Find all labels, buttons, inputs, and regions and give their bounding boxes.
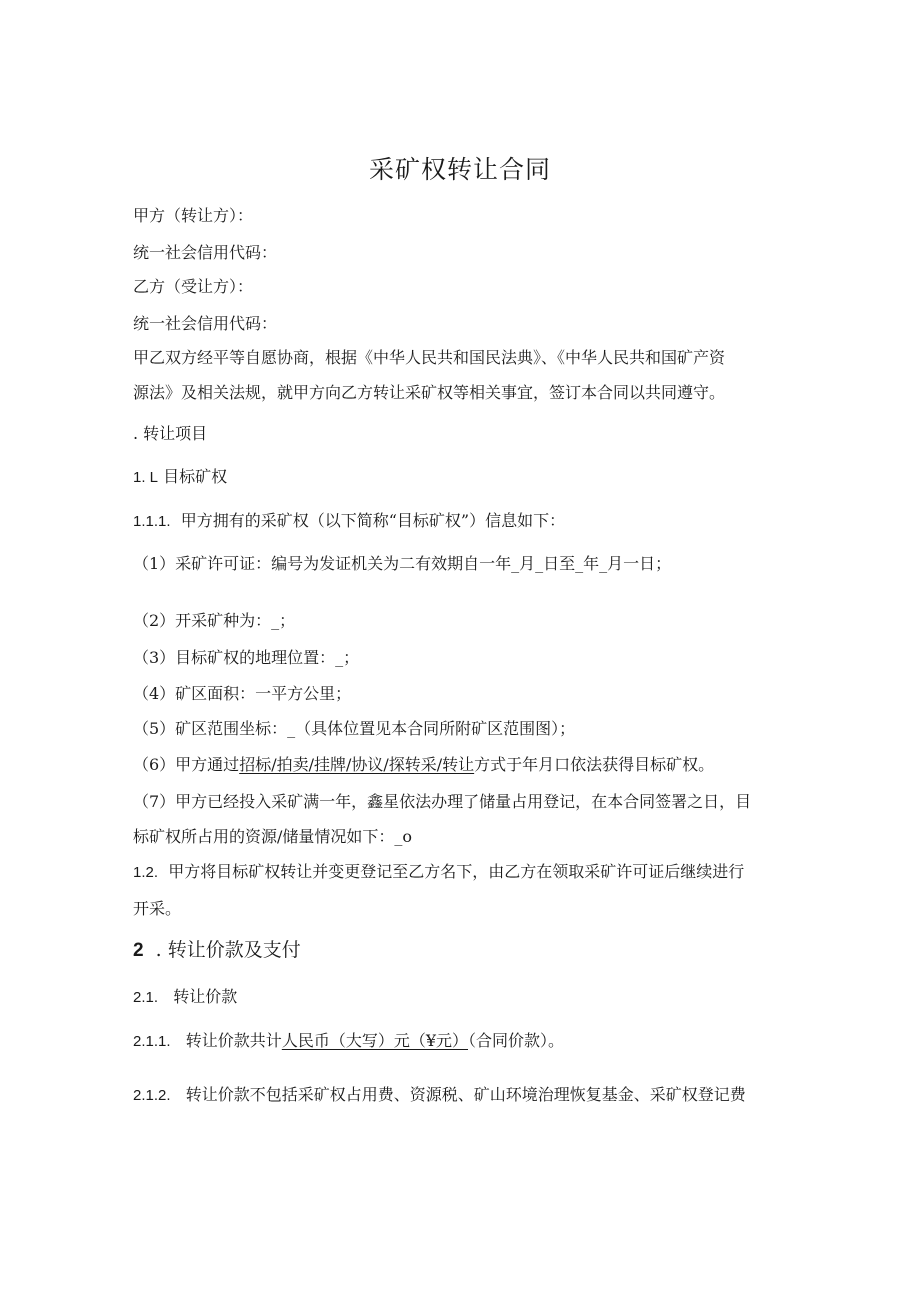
- item-4-area: （4）矿区面积：一平方公里；: [133, 684, 352, 703]
- subsection-1-1-heading: [133, 467, 793, 488]
- section-2-heading: [133, 938, 793, 963]
- clause-1-2-line-2: 开采。: [133, 899, 182, 918]
- page-title: 采矿权转让合同: [368, 155, 551, 184]
- item-6-prefix: （6）甲方通过: [133, 755, 240, 774]
- clause-2-1-2: [133, 1085, 793, 1106]
- item-2-mineral-type: （2）开采矿种为：_；: [133, 611, 296, 630]
- clause-2-1-1-prefix: 转让价款共计: [185, 1031, 282, 1050]
- clause-2-1-1: [133, 1031, 793, 1052]
- clause-1-1-1-number: 1.1.1.: [133, 513, 171, 530]
- clause-2-1-2-text: 转让价款不包括采矿权占用费、资源税、矿山环境治理恢复基金、采矿权登记费: [185, 1085, 746, 1104]
- preamble-line-1: 甲乙双方经平等自愿协商，根据《中华人民共和国民法典》、《中华人民共和国矿产资: [133, 348, 726, 367]
- party-b-label: 乙方（受让方）：: [133, 277, 254, 296]
- item-6-methods: 招标/拍卖/挂牌/协议/探转采/转让: [239, 755, 475, 774]
- item-1-mining-license: （1）采矿许可证：编号为发证机关为二有效期自一年_月_日至_年_月一日；: [133, 554, 672, 573]
- subsection-1-1-title: 目标矿权: [163, 467, 228, 486]
- clause-2-1-1-suffix: （合同价款）。: [468, 1031, 565, 1050]
- preamble-line-2: 源法》及相关法规，就甲方向乙方转让采矿权等相关事宜，签订本合同以共同遵守。: [133, 383, 726, 402]
- item-7-line-1: （7）甲方已经投入采矿满一年，鑫星依法办理了储量占用登记，在本合同签署之日，目: [133, 792, 752, 811]
- item-6-suffix: 方式于年月口依法获得目标矿权。: [474, 755, 715, 774]
- section-2-number: 2: [133, 940, 144, 961]
- clause-2-1-1-number: 2.1.1.: [133, 1033, 171, 1050]
- clause-1-1-1: [133, 511, 793, 532]
- item-6-acquisition-method: [133, 755, 793, 775]
- section-2-title: . 转让价款及支付: [155, 939, 301, 961]
- item-5-coordinates: （5）矿区范围坐标：_（具体位置见本合同所附矿区范围图）；: [133, 719, 576, 738]
- clause-2-1-number: 2.1.: [133, 989, 159, 1006]
- item-7-line-2: 标矿权所占用的资源/储量情况如下：_o: [133, 827, 413, 846]
- clause-2-1-2-number: 2.1.2.: [133, 1087, 171, 1104]
- clause-2-1-1-amount: 人民币（大写）元（¥元）: [281, 1031, 468, 1050]
- party-a-label: 甲方（转让方）：: [133, 206, 254, 225]
- clause-2-1: [133, 987, 793, 1008]
- item-3-location: （3）目标矿权的地理位置：_；: [133, 648, 360, 667]
- party-b-credit-code-label: 统一社会信用代码：: [133, 314, 278, 333]
- clause-1-2-text: 甲方将目标矿权转让并变更登记至乙方名下，由乙方在领取采矿许可证后继续进行: [168, 862, 745, 881]
- clause-1-1-1-text: 甲方拥有的采矿权（以下简称“目标矿权”）信息如下：: [180, 511, 566, 530]
- subsection-1-1-number: 1. L: [133, 469, 159, 486]
- party-a-credit-code-label: 统一社会信用代码：: [133, 243, 278, 262]
- clause-2-1-title: 转让价款: [173, 987, 238, 1006]
- clause-1-2-line-1: [133, 862, 793, 883]
- section-1-heading: . 转让项目: [133, 424, 208, 443]
- clause-1-2-number: 1.2.: [133, 864, 159, 881]
